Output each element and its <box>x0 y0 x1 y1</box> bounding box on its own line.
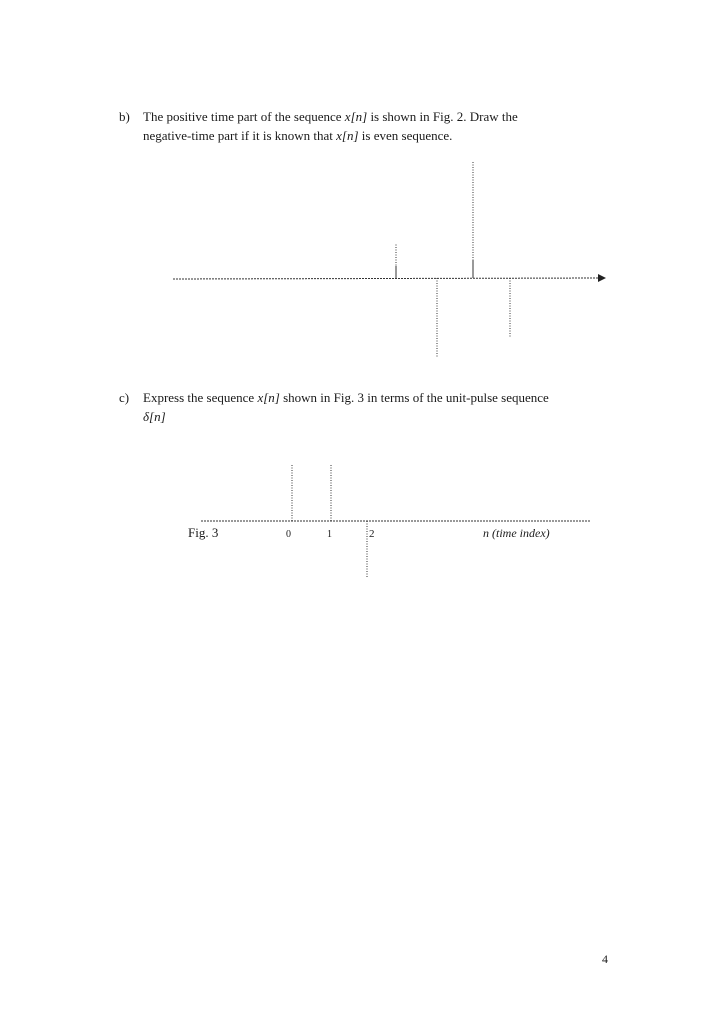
question-b-line-2: negative-time part if it is known that x[n] is even sequence. <box>143 128 453 143</box>
question-c-line-1: Express the sequence x[n] shown in Fig. 3 in terms of the unit-pulse sequence <box>143 390 549 405</box>
question-c-text <box>143 388 549 426</box>
figure-2 <box>173 162 606 358</box>
figure-3-tick-label: 0 <box>286 529 291 540</box>
question-c <box>119 388 599 428</box>
figure-2-axis <box>173 278 598 279</box>
figure-3-tick-label: 1 <box>327 529 332 540</box>
figure-3-tick-label: 2 <box>369 528 375 540</box>
figure-3-labels <box>188 525 550 540</box>
figure-2-axis-arrowhead <box>598 274 606 282</box>
page-number: 4 <box>602 952 608 966</box>
question-c-label: c) <box>119 390 130 405</box>
question-b-label: b) <box>119 109 130 124</box>
figure-3 <box>201 465 590 577</box>
figure-3-caption: Fig. 3 <box>188 525 219 540</box>
question-b-line-1: The positive time part of the sequence x[n] is shown in Fig. 2. Draw the <box>143 109 518 124</box>
figure-3-axis-label: n (time index) <box>483 526 550 540</box>
question-c-line-2: δ[n] <box>143 409 166 424</box>
